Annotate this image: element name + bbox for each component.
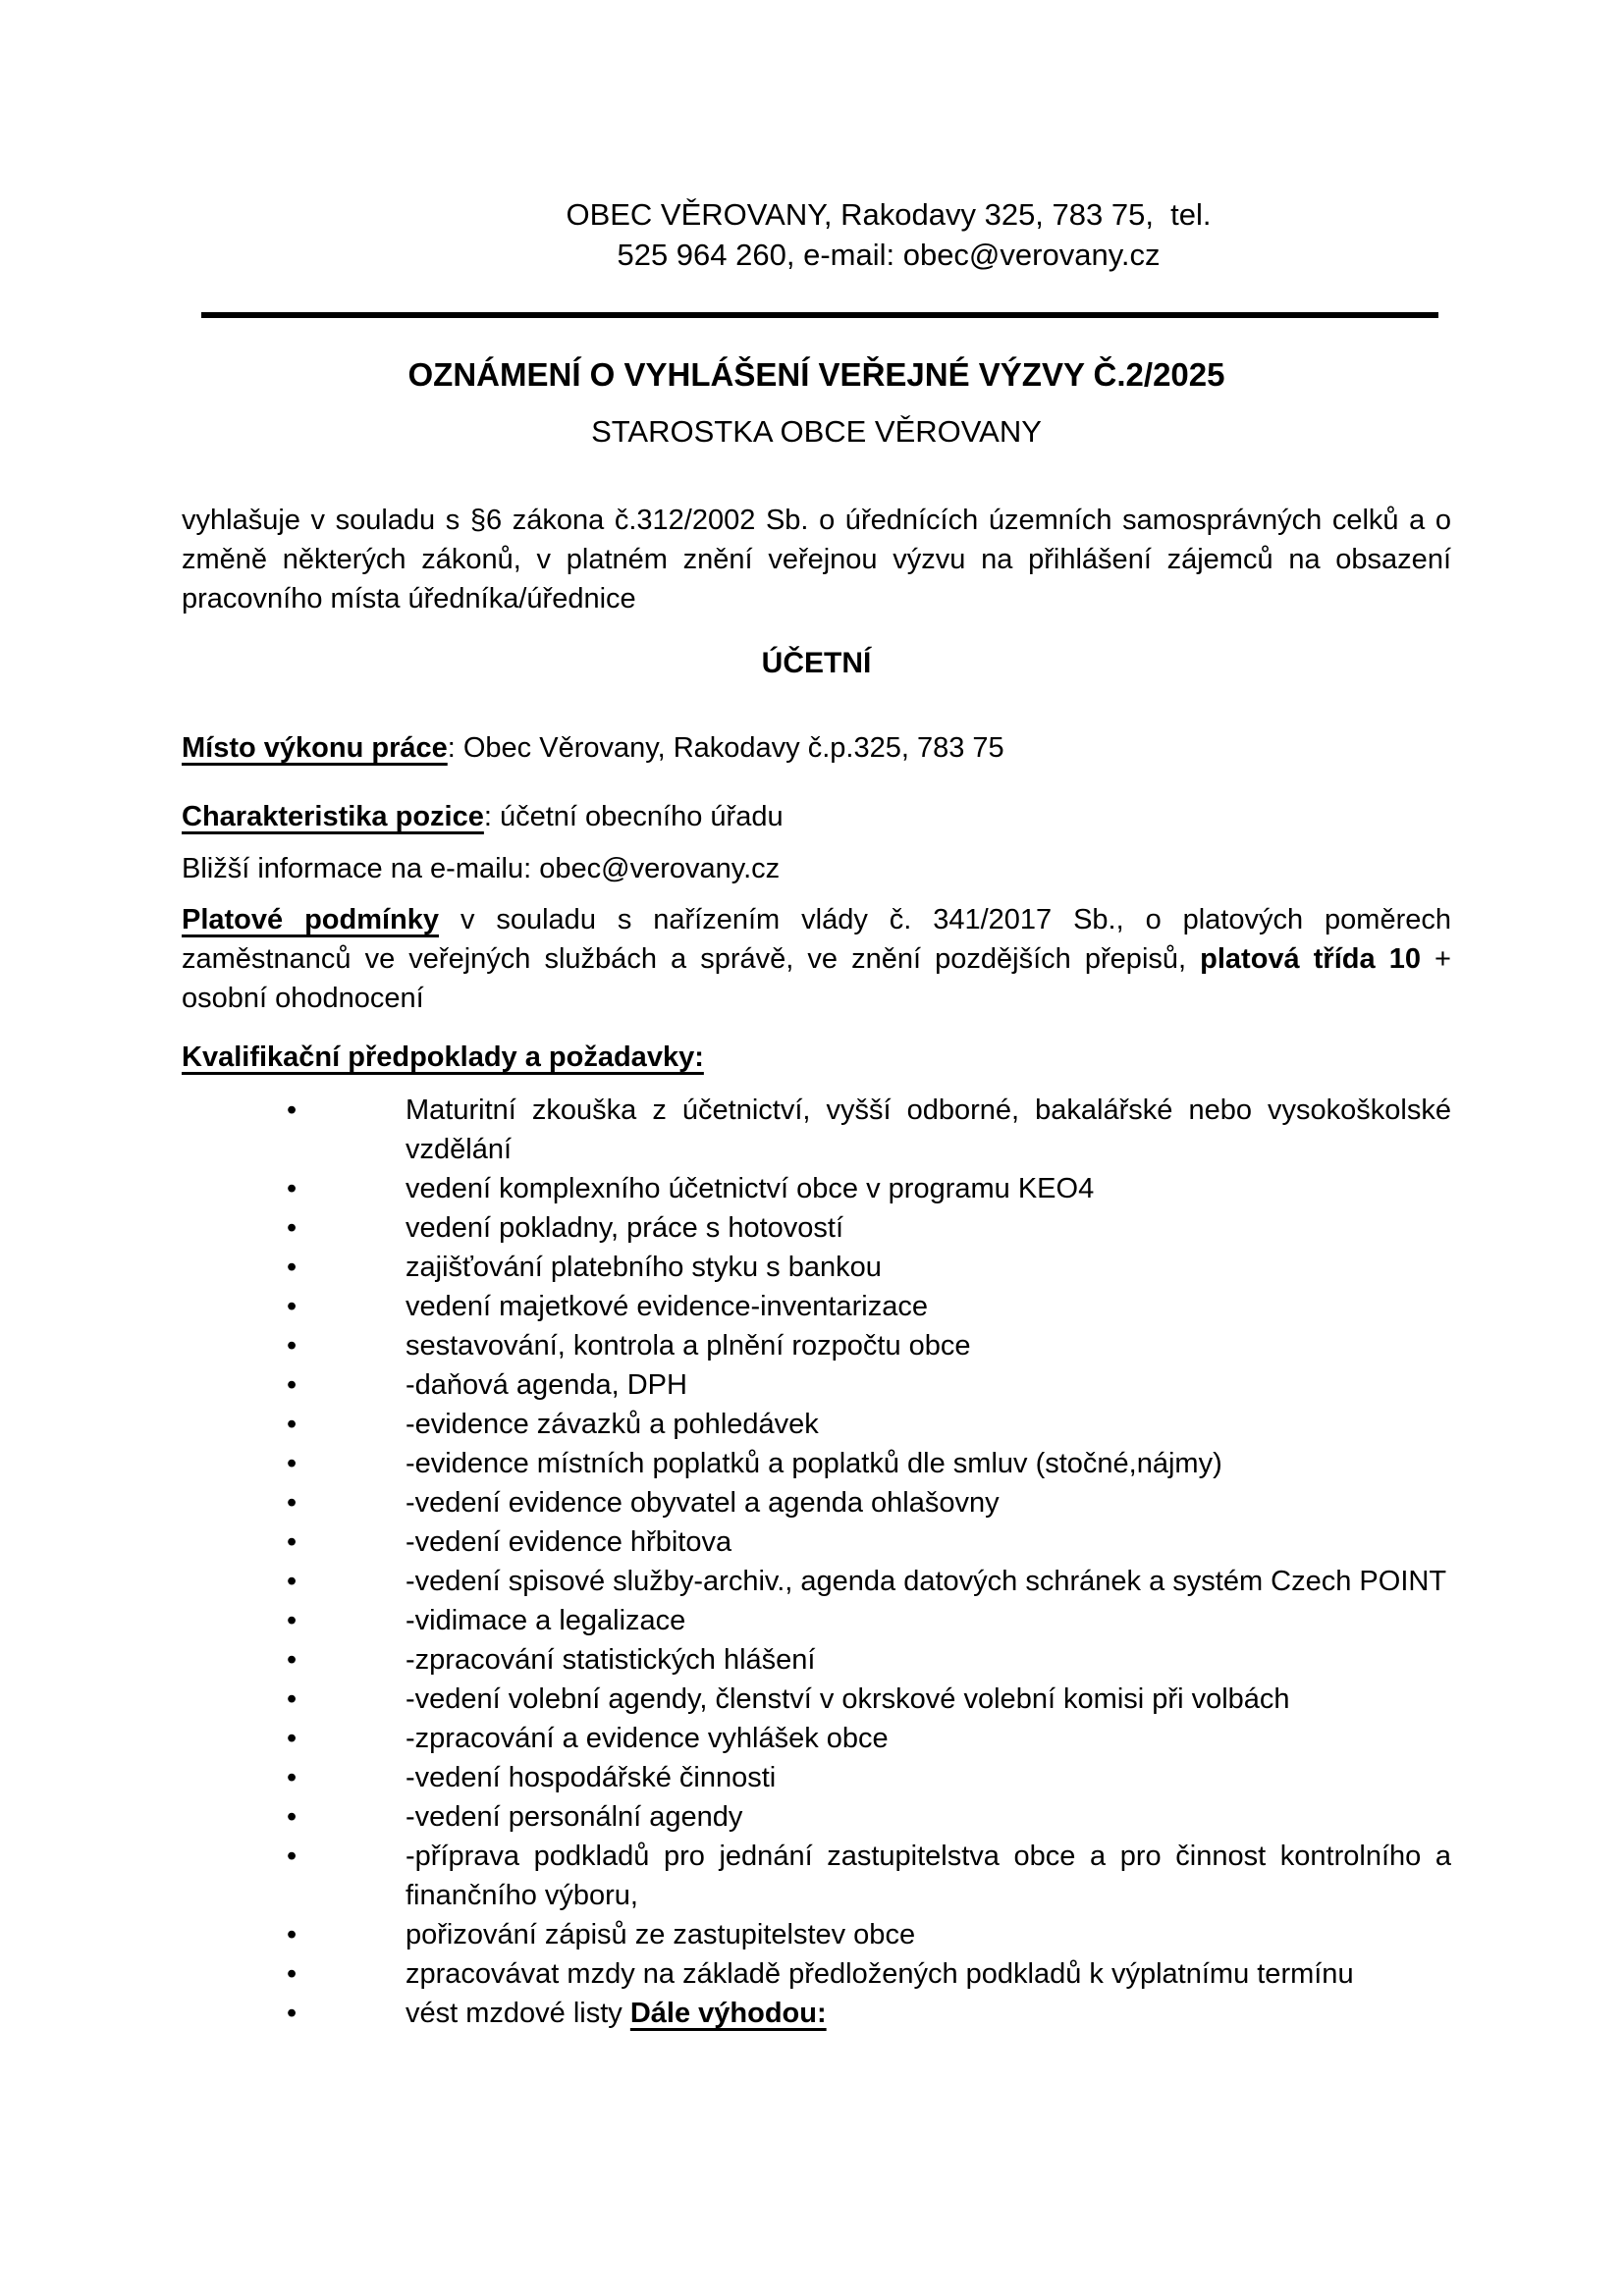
salary-grade: platová třída 10 (1200, 943, 1421, 975)
letterhead-line1: OBEC VĚROVANY, Rakodavy 325, 783 75, tel. (566, 197, 1212, 232)
list-item (182, 1248, 1451, 1287)
list-item (182, 1483, 1451, 1522)
requirement-text: -vedení hospodářské činnosti (406, 1762, 777, 1793)
qualifications-heading-text: Kvalifikační předpoklady a požadavky: (182, 1041, 704, 1073)
bullet-icon: • (287, 1291, 298, 1322)
divider-rule (201, 312, 1438, 318)
requirement-text: vést mzdové listy (406, 1998, 630, 2029)
bullet-icon: • (287, 1526, 298, 1558)
bullet-icon: • (287, 1919, 298, 1950)
requirement-text: zajišťování platebního styku s bankou (406, 1252, 882, 1283)
salary-text: v souladu s nařízením vlády č. 341/2017 Sb., o platových poměrech zaměstnanců ve veřejných službách a správě, ve znění pozdějších přepisů, (182, 904, 1451, 975)
requirement-text: Maturitní zkouška z účetnictví, vyšší odborné, bakalářské nebo vysokoškolské vzdělání (406, 1095, 1451, 1165)
list-item (182, 1208, 1451, 1248)
list-item (182, 1562, 1451, 1601)
requirement-text: vedení komplexního účetnictví obce v programu KEO4 (406, 1173, 1095, 1204)
list-item (182, 1758, 1451, 1797)
bullet-icon: • (287, 1487, 298, 1519)
list-item (182, 1680, 1451, 1719)
requirement-text: -vedení spisové služby-archiv., agenda datových schránek a systém Czech POINT (406, 1566, 1447, 1597)
position-characteristic-line (182, 797, 1451, 836)
requirement-text: -vedení evidence obyvatel a agenda ohlašovny (406, 1487, 1000, 1519)
list-item (182, 1444, 1451, 1483)
list-item (182, 1640, 1451, 1680)
requirement-text: -vedení volební agendy, členství v okrskové volební komisi při volbách (406, 1683, 1290, 1715)
requirement-text: sestavování, kontrola a plnění rozpočtu obce (406, 1330, 971, 1362)
qualifications-heading (182, 1038, 1451, 1077)
bullet-icon: • (287, 1330, 298, 1362)
requirement-text: -vedení evidence hřbitova (406, 1526, 732, 1558)
list-item (182, 1837, 1451, 1915)
place-of-work-value: : Obec Věrovany, Rakodavy č.p.325, 783 75 (447, 732, 1004, 764)
bullet-icon: • (287, 1644, 298, 1676)
position-characteristic-value: : účetní obecního úřadu (483, 801, 784, 832)
requirement-text: -zpracování statistických hlášení (406, 1644, 816, 1676)
bullet-icon: • (287, 1841, 298, 1872)
list-item (182, 1522, 1451, 1562)
place-of-work-line (182, 728, 1451, 768)
letterhead (326, 194, 1451, 275)
advantage-heading: Dále výhodou: (629, 1998, 827, 2029)
requirement-text: -evidence místních poplatků a poplatků dle smluv (stočné,nájmy) (406, 1448, 1222, 1479)
more-info-line: Bližší informace na e-mailu: obec@verovany.cz (182, 853, 781, 884)
bullet-icon: • (287, 1801, 298, 1833)
bullet-icon: • (287, 1252, 298, 1283)
letterhead-line2: 525 964 260, e-mail: obec@verovany.cz (617, 238, 1161, 272)
requirement-text: -zpracování a evidence vyhlášek obce (406, 1723, 889, 1754)
list-item (182, 1287, 1451, 1326)
list-item (182, 1091, 1451, 1169)
list-item (182, 1326, 1451, 1365)
list-item (182, 1405, 1451, 1444)
requirement-text: pořizování zápisů ze zastupitelstev obce (406, 1919, 916, 1950)
document-content (0, 194, 1624, 2033)
document-title: OZNÁMENÍ O VYHLÁŠENÍ VEŘEJNÉ VÝZVY Č.2/2025 (407, 356, 1225, 393)
list-item (182, 1169, 1451, 1208)
list-item (182, 1797, 1451, 1837)
salary-paragraph (182, 900, 1451, 1018)
bullet-icon: • (287, 1762, 298, 1793)
bullet-icon: • (287, 1683, 298, 1715)
list-item (182, 1994, 1451, 2033)
position-heading: ÚČETNÍ (761, 647, 872, 679)
requirement-text: -příprava podkladů pro jednání zastupitelstva obce a pro činnost kontrolního a finančního výboru, (406, 1841, 1451, 1911)
bullet-icon: • (287, 1369, 298, 1401)
bullet-icon: • (287, 1605, 298, 1636)
list-item (182, 1954, 1451, 1994)
place-of-work-label: Místo výkonu práce (182, 732, 448, 764)
list-item (182, 1915, 1451, 1954)
list-item (182, 1365, 1451, 1405)
bullet-icon: • (287, 1566, 298, 1597)
requirement-text: -evidence závazků a pohledávek (406, 1409, 819, 1440)
list-item (182, 1719, 1451, 1758)
requirement-text: vedení pokladny, práce s hotovostí (406, 1212, 844, 1244)
requirement-text: -daňová agenda, DPH (406, 1369, 687, 1401)
requirement-text: vedení majetkové evidence-inventarizace (406, 1291, 928, 1322)
position-characteristic-label: Charakteristika pozice (182, 801, 484, 832)
bullet-icon: • (287, 1212, 298, 1244)
salary-label: Platové podmínky (182, 904, 440, 935)
bullet-icon: • (287, 1409, 298, 1440)
bullet-icon: • (287, 1448, 298, 1479)
bullet-icon: • (287, 1958, 298, 1990)
bullet-icon: • (287, 1723, 298, 1754)
requirement-text: -vedení personální agendy (406, 1801, 743, 1833)
bullet-icon: • (287, 1095, 298, 1126)
requirement-text: -vidimace a legalizace (406, 1605, 686, 1636)
requirement-text: zpracovávat mzdy na základě předložených podkladů k výplatnímu termínu (406, 1958, 1354, 1990)
intro-paragraph: vyhlašuje v souladu s §6 zákona č.312/2002 Sb. o úřednících územních samosprávných celků a o změně některých zákonů, v platném znění veřejnou výzvu na přihlášení zájemců na obsazení pracovního místa úředníka/úřednice (182, 505, 1451, 614)
requirements-list (182, 1091, 1451, 2033)
bullet-icon: • (287, 1998, 298, 2029)
salary-tail: + osobní ohodnocení (182, 943, 1451, 1014)
list-item (182, 1601, 1451, 1640)
document-subtitle: STAROSTKA OBCE VĚROVANY (591, 414, 1042, 449)
bullet-icon: • (287, 1173, 298, 1204)
